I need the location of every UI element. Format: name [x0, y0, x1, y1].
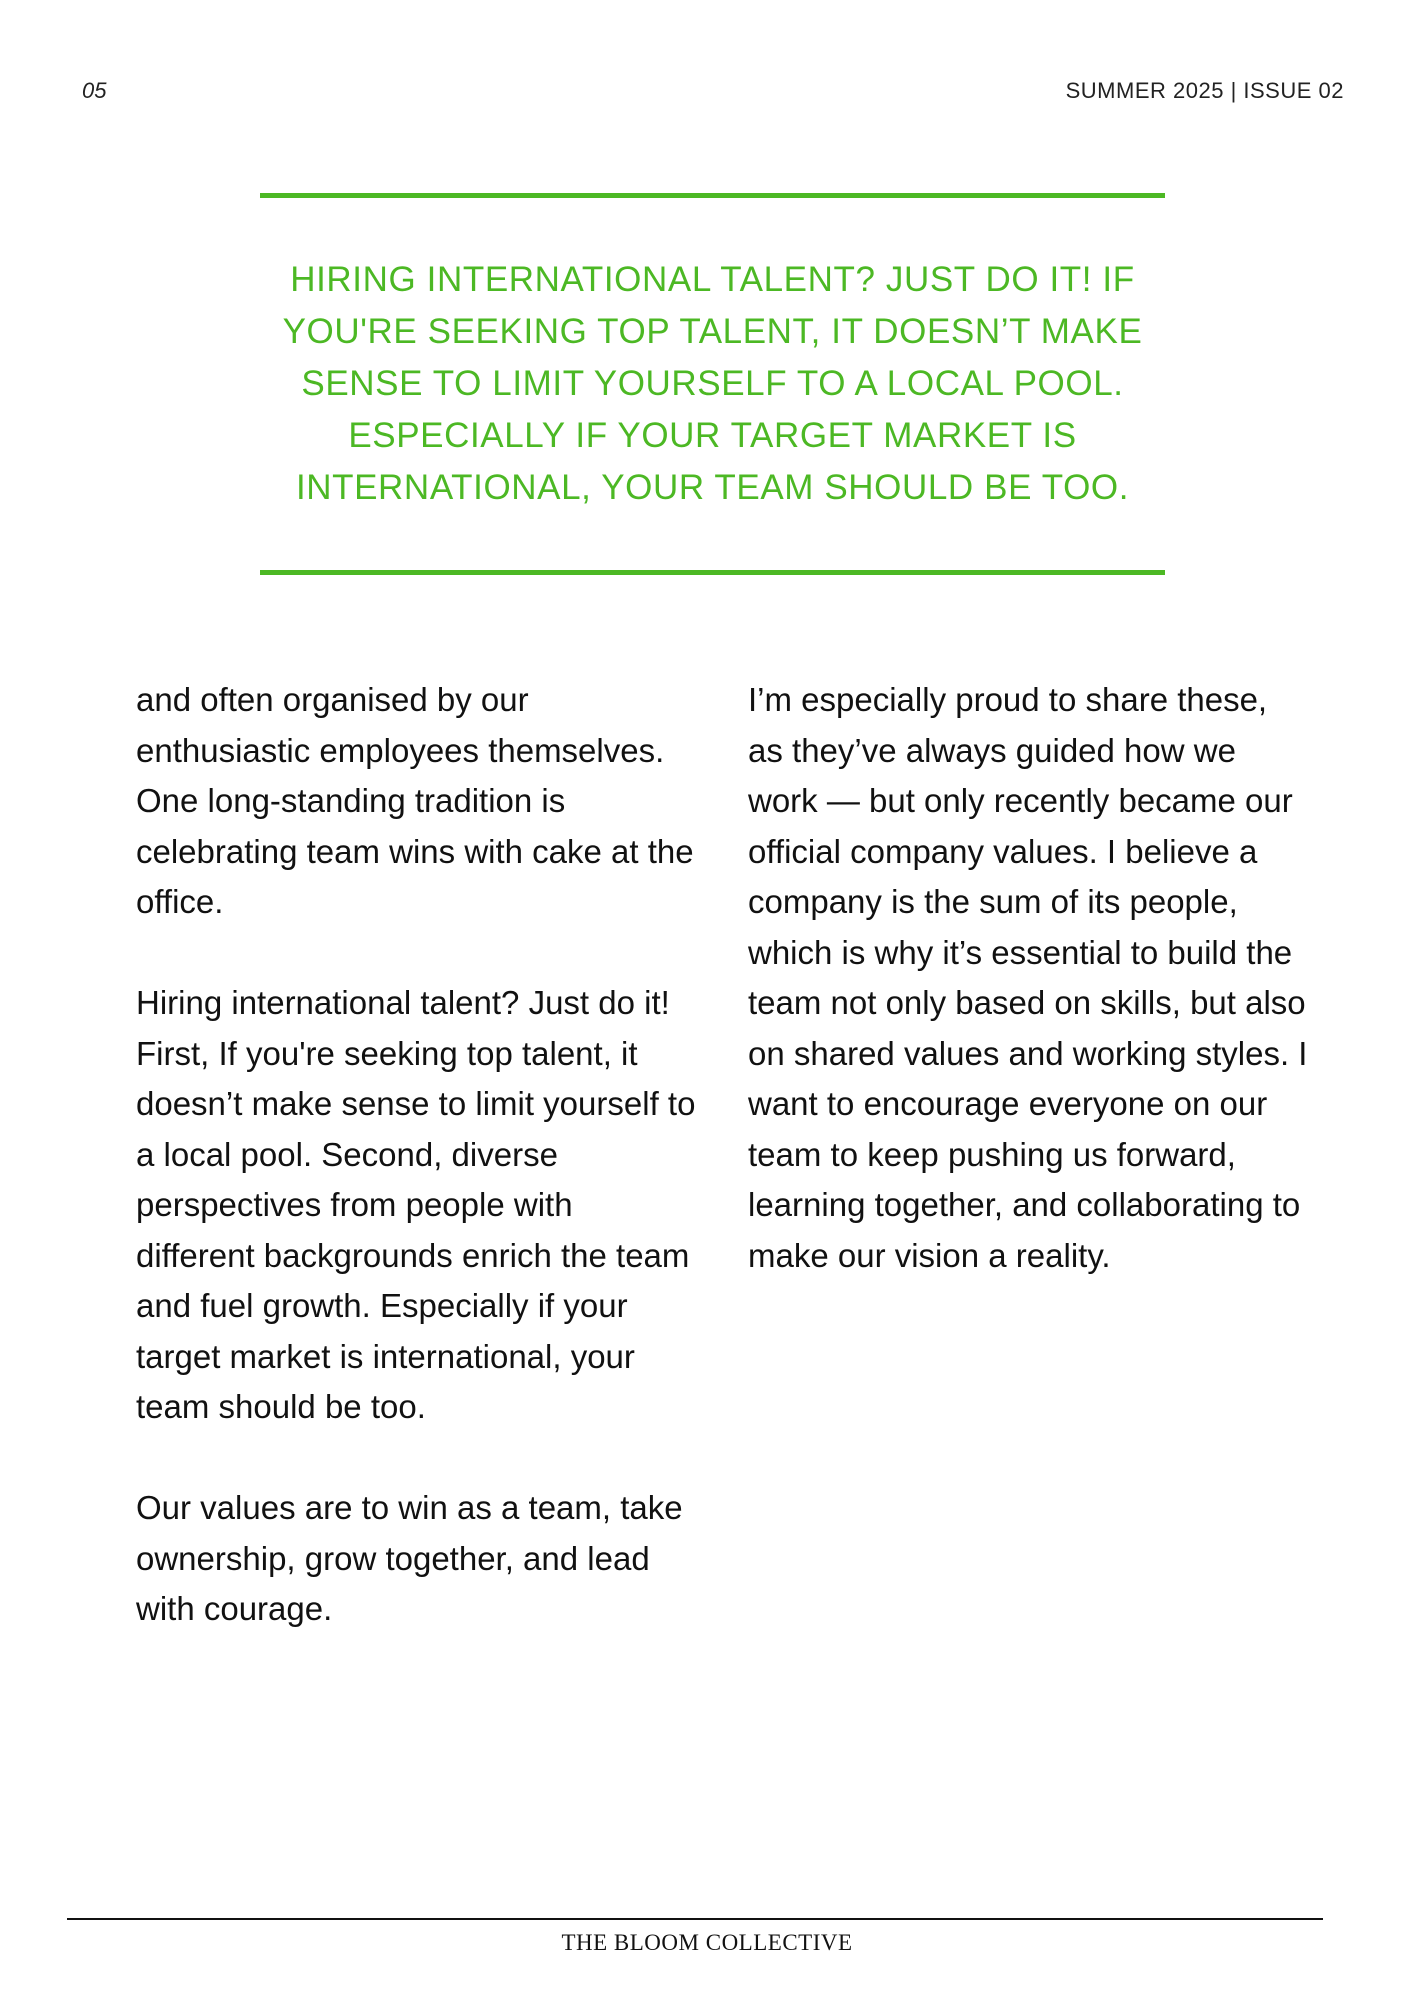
body-paragraph: Our values are to win as a team, take ownership, grow together, and lead with courage. — [136, 1489, 683, 1627]
footer-publication-title: THE BLOOM COLLECTIVE — [561, 1930, 853, 1955]
pull-quote-text: HIRING INTERNATIONAL TALENT? JUST DO IT! IF YOU'RE SEEKING TOP TALENT, IT DOESN’T MAKE SENSE TO LIMIT YOURSELF TO A LOCAL POOL. ESPECIALLY IF YOUR TARGET MARKET IS INTERNATIONAL, YOUR TEAM SHOULD BE TOO. — [282, 260, 1143, 507]
footer-divider — [67, 1918, 1323, 1920]
pull-quote — [260, 193, 1165, 575]
pull-quote-bottom-rule — [260, 570, 1165, 575]
body-column-left — [136, 675, 696, 1635]
body-column-right — [748, 675, 1308, 1281]
body-paragraph: I’m especially proud to share these, as they’ve always guided how we work — but only recently became our official company values. I believe a company is the sum of its people, which is why it’s essential to build the team not only based on skills, but also on shared values and working styles. I want to encourage everyone on our team to keep pushing us forward, learning together, and collaborating to make our vision a reality. — [748, 681, 1308, 1274]
body-paragraph: Hiring international talent? Just do it! First, If you're seeking top talent, it doesn’t make sense to limit yourself to a local pool. Second, diverse perspectives from people with different backgrounds enrich the team and fuel growth. Especially if your target market is international, your team should be too. — [136, 984, 696, 1425]
body-paragraph: and often organised by our enthusiastic employees themselves. One long-standing tradition is celebrating team wins with cake at the office. — [136, 681, 694, 920]
page-number: 05 — [82, 78, 107, 103]
issue-label: SUMMER 2025 | ISSUE 02 — [1065, 78, 1344, 103]
